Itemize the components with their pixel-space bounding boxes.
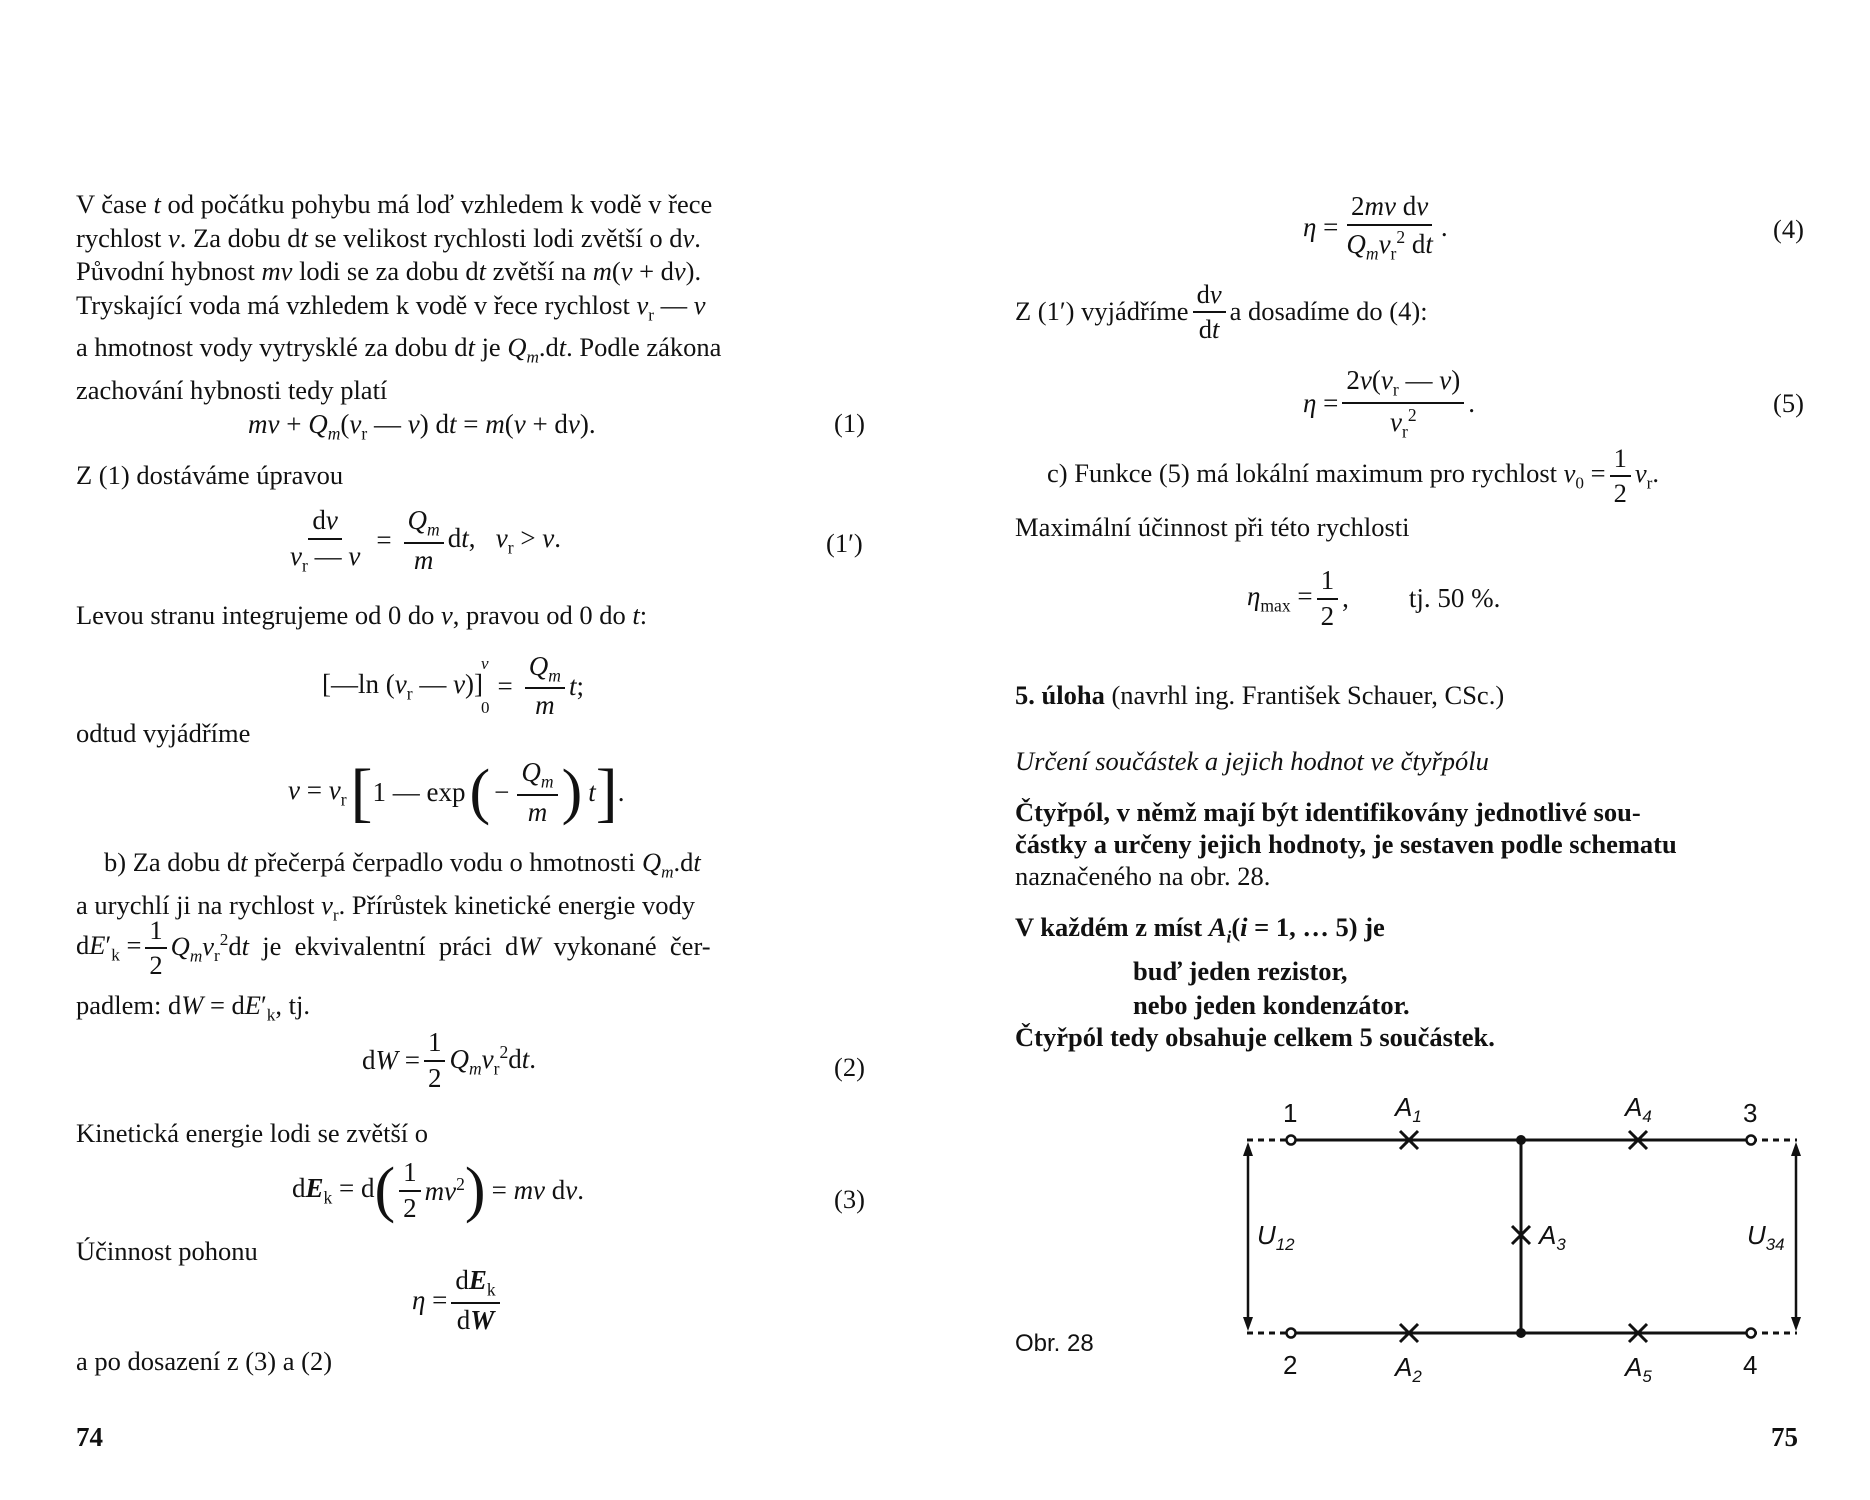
arrow-head: [1791, 1317, 1801, 1331]
text-line: Původní hybnost mv lodi se za dobu dt zvětší na m(v + dv).: [76, 256, 702, 286]
equation-number: (1′): [826, 528, 863, 558]
text-line: Levou stranu integrujeme od 0 do v, pravou od 0 do t:: [76, 600, 648, 630]
fraction: $\frac{Q_m}{m}$: [404, 506, 444, 575]
upper-limit: v: [481, 654, 489, 673]
text-line: Tryskající voda má vzhledem k vodě v řece rychlost $v_r$ — v: [76, 289, 706, 324]
text-line: a urychlí ji na rychlost $v_r$. Přírůstek kinetické energie vody: [76, 889, 695, 925]
component-label-a5: $A_5$: [1625, 1352, 1652, 1387]
text-line: odtud vyjádříme: [76, 718, 251, 748]
text-line: rychlost v. Za dobu dt se velikost rychlosti lodi zvětší o dv.: [76, 222, 701, 253]
equation-2: dW = $\frac{1}{2}$ $Q_mv_r^2dt$.: [362, 1027, 537, 1093]
lower-limit: 0: [481, 698, 490, 718]
node-label-2: 2: [1283, 1350, 1298, 1380]
equation-number: (5): [1773, 388, 1804, 418]
equation-ln: [—ln ($v_r$ — v)] v 0 = $\frac{Q_m}{m}$ t;: [322, 648, 584, 725]
equation-number: (3): [834, 1184, 865, 1214]
junction-dot: [1516, 1135, 1526, 1145]
text-line: Čtyřpól, v němž mají být identifikovány jednotlivé sou-: [1015, 797, 1641, 827]
text: tj. 50 %.: [1408, 583, 1501, 614]
text-line: částky a určeny jejich hodnoty, je sestaven podle schematu: [1015, 829, 1677, 859]
component-label-a2: $A_2$: [1395, 1352, 1422, 1387]
equation-v: $v = v_r$ [ 1 — exp ( − $\frac{Q_m}{m}$ ) t ] .: [288, 755, 625, 829]
separator: ,: [1342, 583, 1349, 614]
component-label-a4: $A_4$: [1625, 1092, 1652, 1127]
page-number: 75: [1771, 1422, 1798, 1452]
terminal-3: [1747, 1136, 1756, 1145]
fraction: $\frac{dv}{dt}$: [1193, 280, 1226, 344]
terminal-2: [1287, 1329, 1296, 1338]
text-line: zachování hybnosti tedy platí: [76, 375, 388, 406]
paragraph-intro: [76, 188, 872, 408]
equation-number: (4): [1773, 214, 1804, 244]
fraction: $\frac{1}{2}$: [145, 916, 166, 980]
text: a dosadíme do (4):: [1229, 296, 1428, 327]
node-label-4: 4: [1743, 1350, 1758, 1380]
fraction: $\frac{2v(v_r — v)}{v_r^2}$: [1342, 366, 1464, 441]
terminal-1: [1287, 1136, 1296, 1145]
fraction: $\frac{dE_k}{dW}$: [451, 1266, 499, 1335]
node-label-1: 1: [1283, 1098, 1298, 1128]
text-line: a po dosazení z (3) a (2): [76, 1346, 333, 1376]
node-label-3: 3: [1743, 1098, 1758, 1128]
fraction: $\frac{Q_m}{m}$: [525, 652, 565, 721]
component-label-a1: $A_1$: [1395, 1092, 1422, 1127]
text-line-dEk: $dE'_k$ = $\frac{1}{2}$ $Q_mv_r^2dt$ je ekvivalentní práci dW vykonané čer-: [76, 915, 711, 981]
text-line: Z (1) dostáváme úpravou: [76, 460, 344, 490]
right-page: [935, 0, 1870, 1500]
equation-3: $dE_k = d$ ( $\frac{1}{2}$ $mv^2$ ) = mv dv.: [292, 1155, 585, 1224]
arrow-head: [1243, 1317, 1253, 1331]
text-line: Kinetická energie lodi se zvětší o: [76, 1118, 428, 1148]
junction-dot: [1516, 1328, 1526, 1338]
text-line: padlem: dW = $dE'_k$, tj.: [76, 990, 310, 1025]
task-author: (navrhl ing. František Schauer, CSc.): [1111, 680, 1505, 710]
voltage-label-u34: $U_{34}$: [1747, 1220, 1785, 1255]
fraction: $\frac{1}{2}$: [1610, 444, 1631, 508]
arrow-head: [1243, 1142, 1253, 1156]
arrow-head: [1791, 1142, 1801, 1156]
text-line: buď jeden rezistor,: [1133, 956, 1348, 987]
equation-number: (1): [834, 408, 865, 438]
text-line: naznačeného na obr. 28.: [1015, 861, 1271, 891]
figure-caption: Obr. 28: [1015, 1330, 1094, 1357]
equation-1: mv + $Q_m(v_r$ — v) dt = m(v + dv).: [248, 409, 596, 444]
equation-max: $\eta_{max}$ = $\frac{1}{2}$ , tj. 50 %.: [1247, 565, 1501, 631]
fraction: $\frac{Q_m}{m}$: [517, 758, 557, 827]
task-number: 5. úloha: [1015, 680, 1105, 710]
fraction: $\frac{1}{2}$: [399, 1158, 421, 1223]
voltage-label-u12: $U_{12}$: [1257, 1220, 1295, 1255]
text-line: b) Za dobu dt přečerpá čerpadlo vodu o hmotnosti $Q_m.dt$: [104, 847, 701, 882]
page-number: 74: [76, 1422, 103, 1452]
text-line: a hmotnost vody vytrysklé za dobu dt je $Q_m.dt$. Podle zákona: [76, 332, 722, 367]
equation-1-prime: $\frac{dv}{v_r — v}$ = $\frac{Q_m}{m}$ dt, $v_r > v$.: [282, 506, 561, 575]
equation-4: η = $\frac{\text{2mv dv}}{Q_mv_r^2 dt}$ .: [1303, 191, 1448, 264]
text-line: nebo jeden kondenzátor.: [1133, 990, 1410, 1021]
text: Z (1′) vyjádříme: [1015, 296, 1189, 327]
task-title: Určení součástek a jejich hodnot ve čtyřpólu: [1015, 746, 1489, 776]
equation-eta: η = $\frac{dE_k}{dW}$: [412, 1266, 504, 1335]
text-line: V každém z míst $A_i(i = 1$, … 5) je: [1015, 912, 1385, 947]
fraction: $\frac{\text{2mv dv}}{Q_mv_r^2 dt}$: [1346, 191, 1433, 264]
text-line: Maximální účinnost při této rychlosti: [1015, 512, 1410, 542]
equation-5: η = $\frac{2v(v_r — v)}{v_r^2}$ .: [1303, 365, 1475, 442]
component-label-a3: $A_3$: [1539, 1220, 1566, 1255]
text-line: V čase t od počátku pohybu má loď vzhledem k vodě v řece: [76, 189, 713, 219]
schematic-figure: [935, 0, 1870, 1500]
text-line: Účinnost pohonu: [76, 1236, 258, 1266]
terminal-4: [1747, 1329, 1756, 1338]
text-line-c: c) Funkce (5) má lokální maximum pro rychlost $v_0$ = $\frac{1}{2}$ $v_r$.: [1047, 443, 1659, 509]
fraction: $\frac{1}{2}$: [424, 1028, 446, 1093]
text-line: Čtyřpól tedy obsahuje celkem 5 součástek.: [1015, 1022, 1495, 1052]
fraction: $\frac{1}{2}$: [1317, 566, 1339, 631]
fraction: $\frac{dv}{v_r — v}$: [290, 505, 361, 576]
equation-number: (2): [834, 1052, 865, 1082]
